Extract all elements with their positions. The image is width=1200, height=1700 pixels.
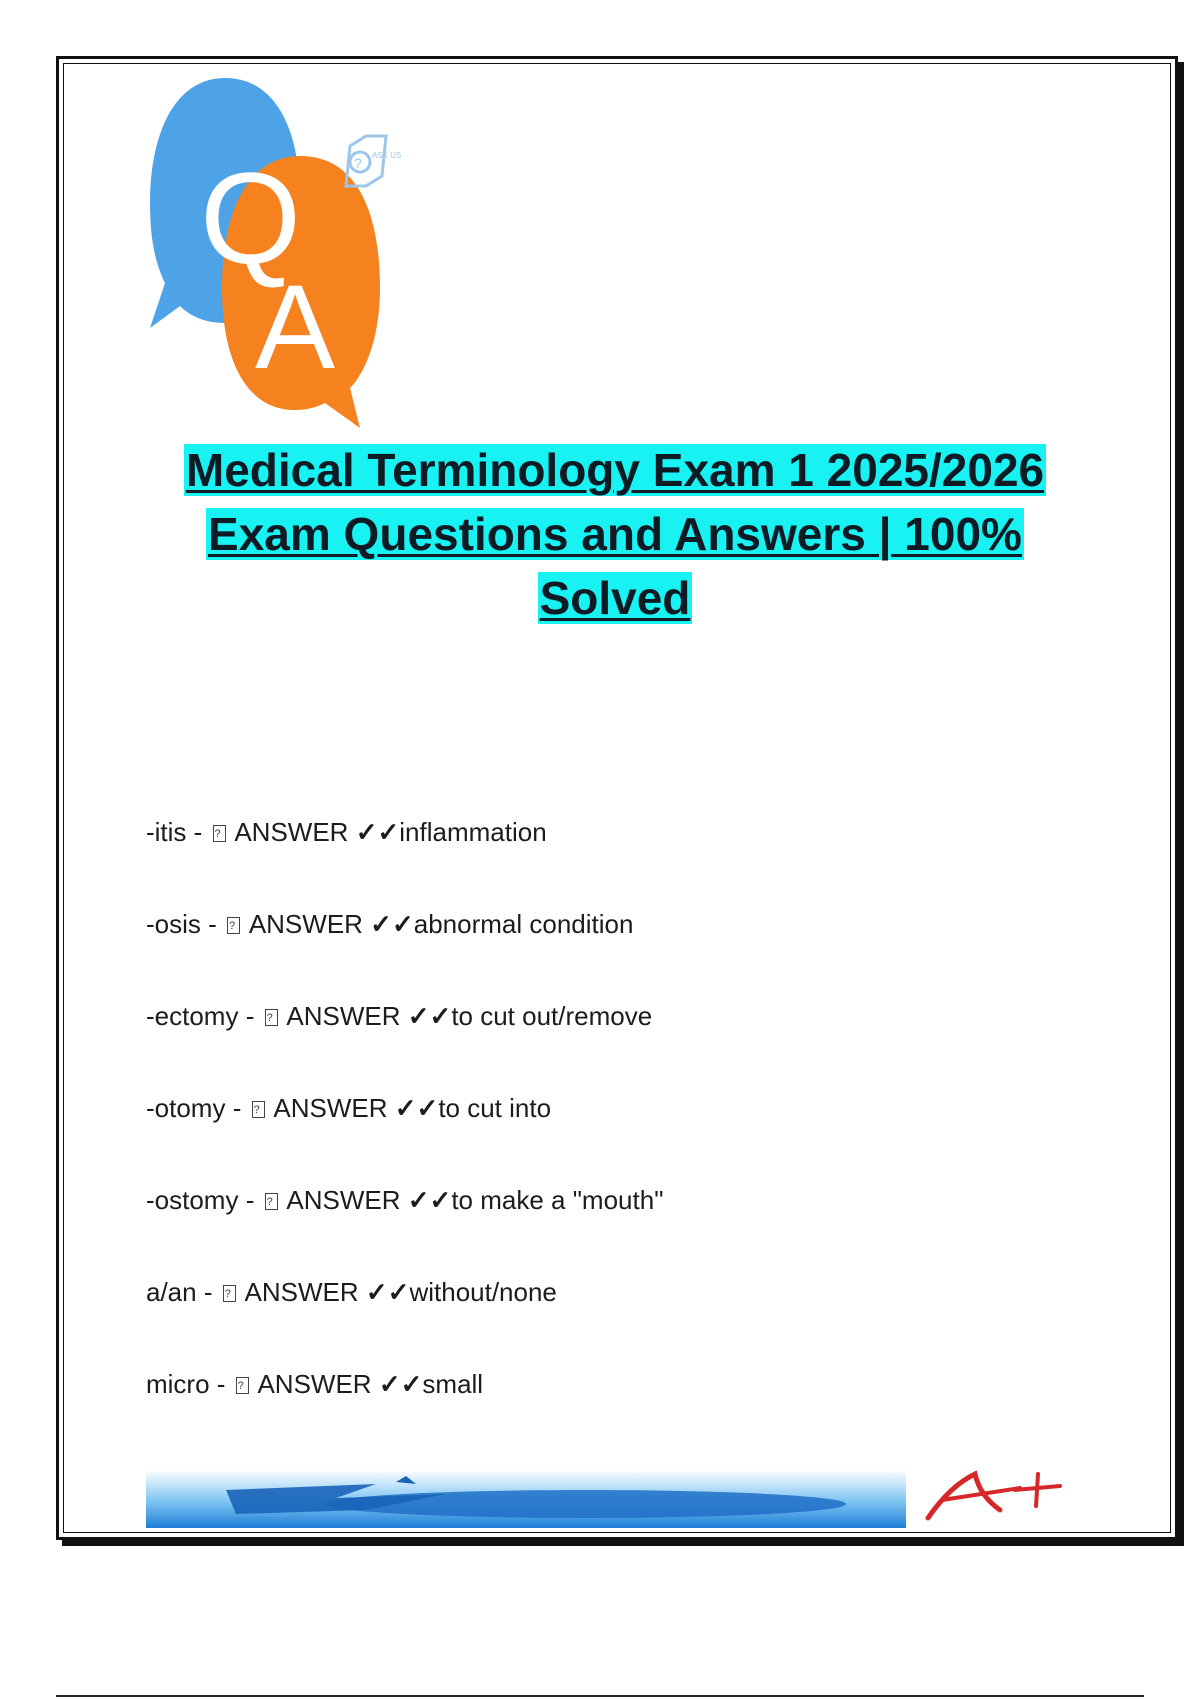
qa-logo — [150, 78, 440, 438]
qa-item: micro - ? ANSWER ✓✓small — [146, 1364, 1046, 1456]
double-check-icon: ✓✓ — [365, 1277, 410, 1307]
a-plus-icon — [920, 1466, 1070, 1526]
footer-banner — [146, 1470, 906, 1528]
qa-term: -itis — [146, 817, 187, 847]
double-check-icon: ✓✓ — [407, 1001, 452, 1031]
qa-term: -ectomy — [146, 1001, 239, 1031]
footer-banner-graphic — [146, 1470, 906, 1528]
badge-text: ASK US — [372, 151, 402, 160]
missing-glyph-icon — [213, 825, 226, 842]
qa-label: ANSWER — [273, 1093, 388, 1123]
qa-answer: abnormal condition — [413, 909, 634, 939]
qa-term: -ostomy — [146, 1185, 239, 1215]
title-line-3: Solved — [539, 572, 691, 624]
qa-term: micro — [146, 1369, 210, 1399]
qa-list — [146, 812, 1046, 1456]
qa-label: ANSWER — [257, 1369, 372, 1399]
double-check-icon: ✓✓ — [407, 1185, 452, 1215]
missing-glyph-icon — [265, 1009, 278, 1026]
title-line-2: Exam Questions and Answers | 100% — [208, 508, 1022, 560]
qa-logo-graphic — [150, 78, 440, 438]
qa-item: -osis - ? ANSWER ✓✓abnormal condition — [146, 904, 1046, 996]
qa-label: ANSWER — [248, 909, 363, 939]
qa-item: -ostomy - ? ANSWER ✓✓to make a "mouth" — [146, 1180, 1046, 1272]
double-check-icon: ✓✓ — [370, 909, 414, 939]
qa-term: a/an — [146, 1277, 197, 1307]
qa-term: -osis — [146, 909, 201, 939]
missing-glyph-icon — [252, 1101, 265, 1118]
double-check-icon: ✓✓ — [355, 817, 400, 847]
missing-glyph-icon — [223, 1285, 236, 1302]
missing-glyph-icon — [227, 917, 240, 934]
qa-answer: inflammation — [399, 817, 547, 847]
missing-glyph-icon — [236, 1377, 249, 1394]
svg-text:?: ? — [354, 155, 362, 171]
qa-item: -itis - ? ANSWER ✓✓inflammation — [146, 812, 1046, 904]
qa-label: ANSWER — [286, 1001, 401, 1031]
document-title — [120, 438, 1110, 630]
title-line-1: Medical Terminology Exam 1 2025/2026 — [185, 444, 1045, 496]
missing-glyph-icon — [265, 1193, 278, 1210]
grade-mark — [920, 1466, 1070, 1526]
double-check-icon: ✓✓ — [394, 1093, 439, 1123]
qa-answer: to cut into — [438, 1093, 552, 1123]
a-letter: A — [255, 260, 336, 394]
bottom-rule — [56, 1695, 1144, 1697]
qa-answer: small — [422, 1369, 484, 1399]
qa-answer: without/none — [409, 1277, 557, 1307]
qa-answer: to make a "mouth" — [451, 1185, 664, 1215]
qa-label: ANSWER — [286, 1185, 401, 1215]
q-letter: Q — [200, 145, 302, 291]
ask-us-badge — [346, 136, 401, 186]
qa-answer: to cut out/remove — [451, 1001, 653, 1031]
qa-label: ANSWER — [234, 817, 349, 847]
qa-item: -otomy - ? ANSWER ✓✓to cut into — [146, 1088, 1046, 1180]
double-check-icon: ✓✓ — [378, 1369, 423, 1399]
qa-item: -ectomy - ? ANSWER ✓✓to cut out/remove — [146, 996, 1046, 1088]
qa-term: -otomy — [146, 1093, 226, 1123]
qa-item: a/an - ? ANSWER ✓✓without/none — [146, 1272, 1046, 1364]
qa-label: ANSWER — [244, 1277, 359, 1307]
